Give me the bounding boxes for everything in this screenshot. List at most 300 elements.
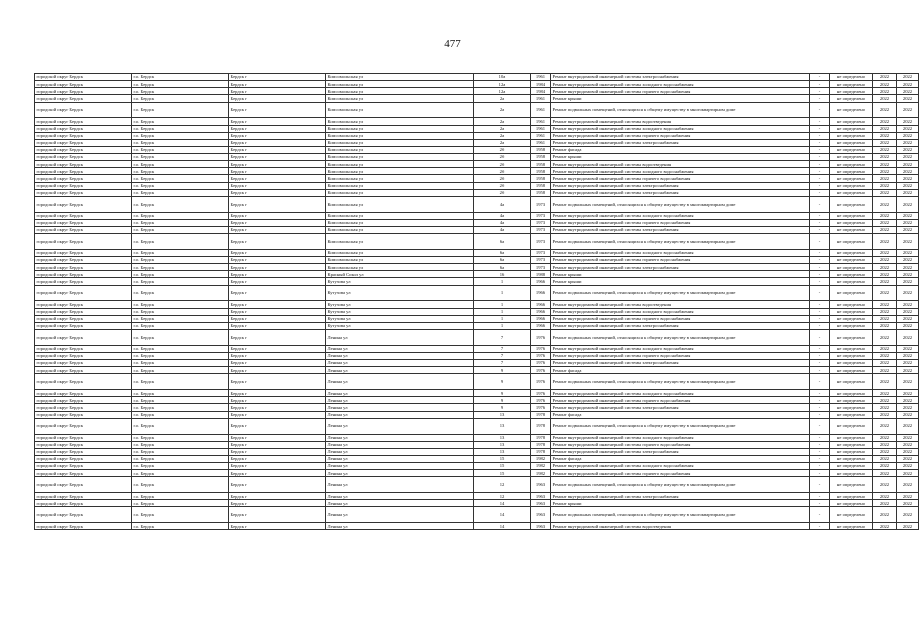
cell-from: 2022 — [873, 345, 897, 352]
cell-dash: - — [810, 125, 830, 132]
cell-to: 2022 — [897, 411, 919, 418]
cell-status: не определено — [830, 345, 873, 352]
table-row — [35, 168, 919, 175]
table-row — [35, 226, 919, 233]
cell-status: не определено — [830, 493, 873, 500]
cell-dash: - — [810, 88, 830, 95]
cell-dash: - — [810, 264, 830, 271]
cell-house: 7 — [474, 360, 531, 367]
cell-settlement: г.о. Бердск — [132, 360, 229, 367]
cell-year: 1978 — [531, 448, 551, 455]
cell-street: Комсомольская ул — [326, 161, 474, 168]
cell-year: 1976 — [531, 397, 551, 404]
cell-street: Комсомольская ул — [326, 88, 474, 95]
cell-dash: - — [810, 411, 830, 418]
cell-year: 1976 — [531, 360, 551, 367]
cell-settlement: г.о. Бердск — [132, 168, 229, 175]
cell-dash: - — [810, 470, 830, 477]
table-row — [35, 441, 919, 448]
cell-work: Ремонт внутридомовой инженерной системы электроснабжения — [551, 322, 810, 329]
cell-dash: - — [810, 507, 830, 523]
cell-dash: - — [810, 345, 830, 352]
cell-settlement: г.о. Бердск — [132, 523, 229, 530]
cell-status: не определено — [830, 125, 873, 132]
cell-to: 2022 — [897, 278, 919, 285]
cell-year: 1973 — [531, 249, 551, 256]
cell-street: Комсомольская ул — [326, 154, 474, 161]
cell-work: Ремонт внутридомовой инженерной системы холодного водоснабжения — [551, 345, 810, 352]
cell-work: Ремонт фасада — [551, 146, 810, 153]
cell-house: 9 — [474, 397, 531, 404]
cell-work: Ремонт подвальных помещений, относящихся к общему имуществу в многоквартирном доме — [551, 285, 810, 301]
cell-year: 1973 — [531, 219, 551, 226]
cell-house: 2а — [474, 102, 531, 118]
cell-district: городской округ Бердск — [35, 301, 132, 308]
cell-from: 2022 — [873, 74, 897, 81]
cell-street: Комсомольская ул — [326, 189, 474, 196]
cell-year: 1973 — [531, 226, 551, 233]
cell-to: 2022 — [897, 175, 919, 182]
cell-from: 2022 — [873, 352, 897, 359]
cell-work: Ремонт подвальных помещений, относящихся к общему имуществу в многоквартирном доме — [551, 507, 810, 523]
cell-from: 2022 — [873, 175, 897, 182]
table-row — [35, 132, 919, 139]
table-row — [35, 500, 919, 507]
cell-to: 2022 — [897, 196, 919, 212]
cell-district: городской округ Бердск — [35, 448, 132, 455]
cell-status: не определено — [830, 434, 873, 441]
cell-house: 13 — [474, 411, 531, 418]
cell-street: Комсомольская ул — [326, 249, 474, 256]
cell-house: 4а — [474, 196, 531, 212]
cell-year: 1982 — [531, 463, 551, 470]
cell-settlement: г.о. Бердск — [132, 301, 229, 308]
cell-from: 2022 — [873, 360, 897, 367]
cell-house: 1 — [474, 285, 531, 301]
cell-year: 1984 — [531, 88, 551, 95]
cell-year: 1961 — [531, 95, 551, 102]
cell-work: Ремонт фасада — [551, 367, 810, 374]
cell-year: 1958 — [531, 168, 551, 175]
table-row — [35, 81, 919, 88]
cell-city: Бердск г — [229, 507, 326, 523]
cell-city: Бердск г — [229, 249, 326, 256]
cell-work: Ремонт внутридомовой инженерной системы горячего водоснабжения — [551, 470, 810, 477]
cell-settlement: г.о. Бердск — [132, 102, 229, 118]
cell-city: Бердск г — [229, 257, 326, 264]
cell-district: городской округ Бердск — [35, 434, 132, 441]
table-row — [35, 234, 919, 250]
cell-to: 2022 — [897, 441, 919, 448]
cell-street: Ленина ул — [326, 418, 474, 434]
cell-settlement: г.о. Бердск — [132, 154, 229, 161]
table-row — [35, 322, 919, 329]
cell-status: не определено — [830, 360, 873, 367]
cell-district: городской округ Бердск — [35, 154, 132, 161]
cell-district: городской округ Бердск — [35, 390, 132, 397]
cell-district: городской округ Бердск — [35, 352, 132, 359]
cell-city: Бердск г — [229, 345, 326, 352]
cell-district: городской округ Бердск — [35, 234, 132, 250]
cell-city: Бердск г — [229, 470, 326, 477]
table-row — [35, 264, 919, 271]
cell-year: 1966 — [531, 301, 551, 308]
cell-year: 1966 — [531, 285, 551, 301]
cell-from: 2022 — [873, 397, 897, 404]
cell-dash: - — [810, 493, 830, 500]
cell-district: городской округ Бердск — [35, 507, 132, 523]
cell-dash: - — [810, 132, 830, 139]
cell-year: 1978 — [531, 441, 551, 448]
table-row — [35, 523, 919, 530]
table-row — [35, 146, 919, 153]
cell-district: городской округ Бердск — [35, 264, 132, 271]
cell-district: городской округ Бердск — [35, 74, 132, 81]
cell-year: 1963 — [531, 500, 551, 507]
cell-from: 2022 — [873, 168, 897, 175]
cell-work: Ремонт внутридомовой инженерной системы горячего водоснабжения — [551, 352, 810, 359]
cell-from: 2022 — [873, 507, 897, 523]
cell-dash: - — [810, 212, 830, 219]
cell-district: городской округ Бердск — [35, 411, 132, 418]
cell-city: Бердск г — [229, 434, 326, 441]
cell-street: Комсомольская ул — [326, 132, 474, 139]
cell-to: 2022 — [897, 189, 919, 196]
cell-work: Ремонт внутридомовой инженерной системы холодного водоснабжения — [551, 463, 810, 470]
cell-house: 15 — [474, 470, 531, 477]
cell-work: Ремонт подвальных помещений, относящихся к общему имуществу в многоквартирном доме — [551, 418, 810, 434]
cell-dash: - — [810, 352, 830, 359]
cell-dash: - — [810, 322, 830, 329]
cell-from: 2022 — [873, 249, 897, 256]
cell-status: не определено — [830, 132, 873, 139]
cell-year: 1961 — [531, 132, 551, 139]
table-row — [35, 367, 919, 374]
cell-street: Кутузова ул — [326, 308, 474, 315]
cell-status: не определено — [830, 264, 873, 271]
cell-house: 15 — [474, 463, 531, 470]
cell-dash: - — [810, 367, 830, 374]
cell-from: 2022 — [873, 219, 897, 226]
cell-district: городской округ Бердск — [35, 219, 132, 226]
cell-house: 1 — [474, 308, 531, 315]
cell-district: городской округ Бердск — [35, 329, 132, 345]
cell-to: 2022 — [897, 470, 919, 477]
cell-dash: - — [810, 102, 830, 118]
cell-city: Бердск г — [229, 301, 326, 308]
table-row — [35, 434, 919, 441]
cell-street: Ленина ул — [326, 374, 474, 390]
cell-settlement: г.о. Бердск — [132, 212, 229, 219]
cell-district: городской округ Бердск — [35, 196, 132, 212]
table-row — [35, 196, 919, 212]
table-row — [35, 95, 919, 102]
cell-dash: - — [810, 168, 830, 175]
cell-settlement: г.о. Бердск — [132, 81, 229, 88]
cell-city: Бердск г — [229, 95, 326, 102]
cell-dash: - — [810, 226, 830, 233]
cell-dash: - — [810, 161, 830, 168]
cell-settlement: г.о. Бердск — [132, 390, 229, 397]
cell-dash: - — [810, 455, 830, 462]
cell-street: Комсомольская ул — [326, 168, 474, 175]
cell-work: Ремонт подвальных помещений, относящихся к общему имуществу в многоквартирном доме — [551, 477, 810, 493]
cell-house: 9 — [474, 390, 531, 397]
cell-status: не определено — [830, 477, 873, 493]
cell-from: 2022 — [873, 455, 897, 462]
cell-city: Бердск г — [229, 285, 326, 301]
cell-street: Ленина ул — [326, 345, 474, 352]
cell-settlement: г.о. Бердск — [132, 374, 229, 390]
cell-status: не определено — [830, 390, 873, 397]
table-row — [35, 390, 919, 397]
cell-city: Бердск г — [229, 315, 326, 322]
cell-settlement: г.о. Бердск — [132, 448, 229, 455]
cell-status: не определено — [830, 74, 873, 81]
cell-dash: - — [810, 360, 830, 367]
cell-settlement: г.о. Бердск — [132, 118, 229, 125]
cell-district: городской округ Бердск — [35, 441, 132, 448]
cell-work: Ремонт внутридомовой инженерной системы холодного водоснабжения — [551, 249, 810, 256]
cell-city: Бердск г — [229, 264, 326, 271]
cell-city: Бердск г — [229, 154, 326, 161]
cell-settlement: г.о. Бердск — [132, 249, 229, 256]
table-row — [35, 463, 919, 470]
cell-status: не определено — [830, 352, 873, 359]
cell-status: не определено — [830, 278, 873, 285]
cell-year: 1958 — [531, 161, 551, 168]
cell-status: не определено — [830, 81, 873, 88]
cell-year: 1978 — [531, 411, 551, 418]
cell-year: 1973 — [531, 264, 551, 271]
cell-dash: - — [810, 523, 830, 530]
cell-year: 1963 — [531, 507, 551, 523]
cell-district: городской округ Бердск — [35, 132, 132, 139]
cell-district: городской округ Бердск — [35, 493, 132, 500]
table-row — [35, 285, 919, 301]
cell-district: городской округ Бердск — [35, 523, 132, 530]
cell-year: 1958 — [531, 146, 551, 153]
cell-to: 2022 — [897, 102, 919, 118]
cell-settlement: г.о. Бердск — [132, 411, 229, 418]
cell-street: Комсомольская ул — [326, 74, 474, 81]
cell-district: городской округ Бердск — [35, 397, 132, 404]
cell-city: Бердск г — [229, 175, 326, 182]
cell-street: Комсомольская ул — [326, 219, 474, 226]
table-row — [35, 404, 919, 411]
table-row — [35, 397, 919, 404]
cell-house: 2б — [474, 146, 531, 153]
cell-city: Бердск г — [229, 234, 326, 250]
cell-status: не определено — [830, 102, 873, 118]
cell-to: 2022 — [897, 308, 919, 315]
cell-status: не определено — [830, 139, 873, 146]
cell-to: 2022 — [897, 182, 919, 189]
table-row — [35, 161, 919, 168]
cell-street: Ленина ул — [326, 352, 474, 359]
cell-dash: - — [810, 404, 830, 411]
cell-house: 2а — [474, 118, 531, 125]
cell-year: 1958 — [531, 182, 551, 189]
cell-street: Комсомольская ул — [326, 226, 474, 233]
cell-settlement: г.о. Бердск — [132, 161, 229, 168]
cell-year: 1978 — [531, 434, 551, 441]
cell-status: не определено — [830, 146, 873, 153]
cell-year: 1961 — [531, 102, 551, 118]
cell-from: 2022 — [873, 154, 897, 161]
cell-from: 2022 — [873, 418, 897, 434]
cell-to: 2022 — [897, 249, 919, 256]
cell-to: 2022 — [897, 500, 919, 507]
cell-district: городской округ Бердск — [35, 500, 132, 507]
cell-street: Комсомольская ул — [326, 196, 474, 212]
cell-work: Ремонт внутридомовой инженерной системы электроснабжения — [551, 182, 810, 189]
table-row — [35, 374, 919, 390]
cell-to: 2022 — [897, 397, 919, 404]
cell-from: 2022 — [873, 411, 897, 418]
cell-district: городской округ Бердск — [35, 271, 132, 278]
cell-house: 10а — [474, 74, 531, 81]
page-number: 477 — [444, 38, 461, 50]
cell-city: Бердск г — [229, 118, 326, 125]
cell-dash: - — [810, 139, 830, 146]
cell-to: 2022 — [897, 322, 919, 329]
cell-work: Ремонт внутридомовой инженерной системы холодного водоснабжения — [551, 168, 810, 175]
cell-house: 2а — [474, 95, 531, 102]
cell-from: 2022 — [873, 95, 897, 102]
cell-house: 6а — [474, 264, 531, 271]
table-row — [35, 448, 919, 455]
cell-to: 2022 — [897, 285, 919, 301]
cell-settlement: г.о. Бердск — [132, 315, 229, 322]
cell-settlement: г.о. Бердск — [132, 404, 229, 411]
cell-status: не определено — [830, 315, 873, 322]
cell-district: городской округ Бердск — [35, 81, 132, 88]
cell-city: Бердск г — [229, 146, 326, 153]
cell-status: не определено — [830, 226, 873, 233]
cell-district: городской округ Бердск — [35, 125, 132, 132]
cell-settlement: г.о. Бердск — [132, 455, 229, 462]
table-row — [35, 455, 919, 462]
cell-district: городской округ Бердск — [35, 212, 132, 219]
cell-settlement: г.о. Бердск — [132, 74, 229, 81]
cell-work: Ремонт подвальных помещений, относящихся к общему имуществу в многоквартирном доме — [551, 374, 810, 390]
cell-status: не определено — [830, 249, 873, 256]
cell-house: 1 — [474, 315, 531, 322]
cell-district: городской округ Бердск — [35, 257, 132, 264]
cell-house: 12 — [474, 477, 531, 493]
cell-house: 7 — [474, 352, 531, 359]
cell-house: 6а — [474, 249, 531, 256]
cell-city: Бердск г — [229, 182, 326, 189]
table-row — [35, 352, 919, 359]
cell-house: 14 — [474, 507, 531, 523]
cell-status: не определено — [830, 161, 873, 168]
cell-work: Ремонт подвальных помещений, относящихся к общему имуществу в многоквартирном доме — [551, 196, 810, 212]
cell-to: 2022 — [897, 493, 919, 500]
cell-work: Ремонт внутридомовой инженерной системы электроснабжения — [551, 139, 810, 146]
cell-street: Ленина ул — [326, 404, 474, 411]
cell-status: не определено — [830, 367, 873, 374]
cell-status: не определено — [830, 285, 873, 301]
cell-work: Ремонт внутридомовой инженерной системы электроснабжения — [551, 493, 810, 500]
cell-from: 2022 — [873, 374, 897, 390]
cell-to: 2022 — [897, 374, 919, 390]
cell-dash: - — [810, 500, 830, 507]
cell-settlement: г.о. Бердск — [132, 278, 229, 285]
cell-dash: - — [810, 249, 830, 256]
table-row — [35, 477, 919, 493]
cell-status: не определено — [830, 168, 873, 175]
cell-from: 2022 — [873, 477, 897, 493]
cell-house: 7 — [474, 329, 531, 345]
cell-street: Ленина ул — [326, 360, 474, 367]
cell-to: 2022 — [897, 95, 919, 102]
cell-dash: - — [810, 308, 830, 315]
cell-from: 2022 — [873, 182, 897, 189]
cell-to: 2022 — [897, 139, 919, 146]
cell-city: Бердск г — [229, 125, 326, 132]
cell-house: 2а — [474, 139, 531, 146]
cell-dash: - — [810, 175, 830, 182]
cell-house: 4а — [474, 212, 531, 219]
cell-to: 2022 — [897, 125, 919, 132]
cell-to: 2022 — [897, 161, 919, 168]
cell-year: 1984 — [531, 81, 551, 88]
cell-status: не определено — [830, 301, 873, 308]
cell-status: не определено — [830, 182, 873, 189]
cell-year: 1976 — [531, 367, 551, 374]
cell-settlement: г.о. Бердск — [132, 463, 229, 470]
cell-house: 12 — [474, 493, 531, 500]
cell-year: 1963 — [531, 523, 551, 530]
cell-district: городской округ Бердск — [35, 345, 132, 352]
cell-street: Комсомольская ул — [326, 175, 474, 182]
cell-to: 2022 — [897, 352, 919, 359]
cell-district: городской округ Бердск — [35, 175, 132, 182]
cell-status: не определено — [830, 455, 873, 462]
cell-house: 9 — [474, 367, 531, 374]
cell-district: городской округ Бердск — [35, 161, 132, 168]
cell-work: Ремонт подвальных помещений, относящихся к общему имуществу в многоквартирном доме — [551, 234, 810, 250]
cell-district: городской округ Бердск — [35, 249, 132, 256]
cell-settlement: г.о. Бердск — [132, 470, 229, 477]
cell-from: 2022 — [873, 434, 897, 441]
cell-to: 2022 — [897, 360, 919, 367]
cell-house: 6а — [474, 257, 531, 264]
cell-city: Бердск г — [229, 139, 326, 146]
cell-house: 2б — [474, 168, 531, 175]
table-row — [35, 74, 919, 81]
cell-year: 1961 — [531, 139, 551, 146]
cell-year: 1976 — [531, 329, 551, 345]
cell-dash: - — [810, 441, 830, 448]
cell-year: 1961 — [531, 118, 551, 125]
cell-street: Комсомольская ул — [326, 264, 474, 271]
cell-dash: - — [810, 434, 830, 441]
table-row — [35, 493, 919, 500]
cell-work: Ремонт внутридомовой инженерной системы электроснабжения — [551, 404, 810, 411]
table-row — [35, 308, 919, 315]
cell-house: 13 — [474, 441, 531, 448]
cell-status: не определено — [830, 500, 873, 507]
cell-district: городской округ Бердск — [35, 477, 132, 493]
cell-house: 2а — [474, 132, 531, 139]
cell-house: 7 — [474, 345, 531, 352]
cell-dash: - — [810, 374, 830, 390]
cell-dash: - — [810, 234, 830, 250]
cell-street: Комсомольская ул — [326, 125, 474, 132]
